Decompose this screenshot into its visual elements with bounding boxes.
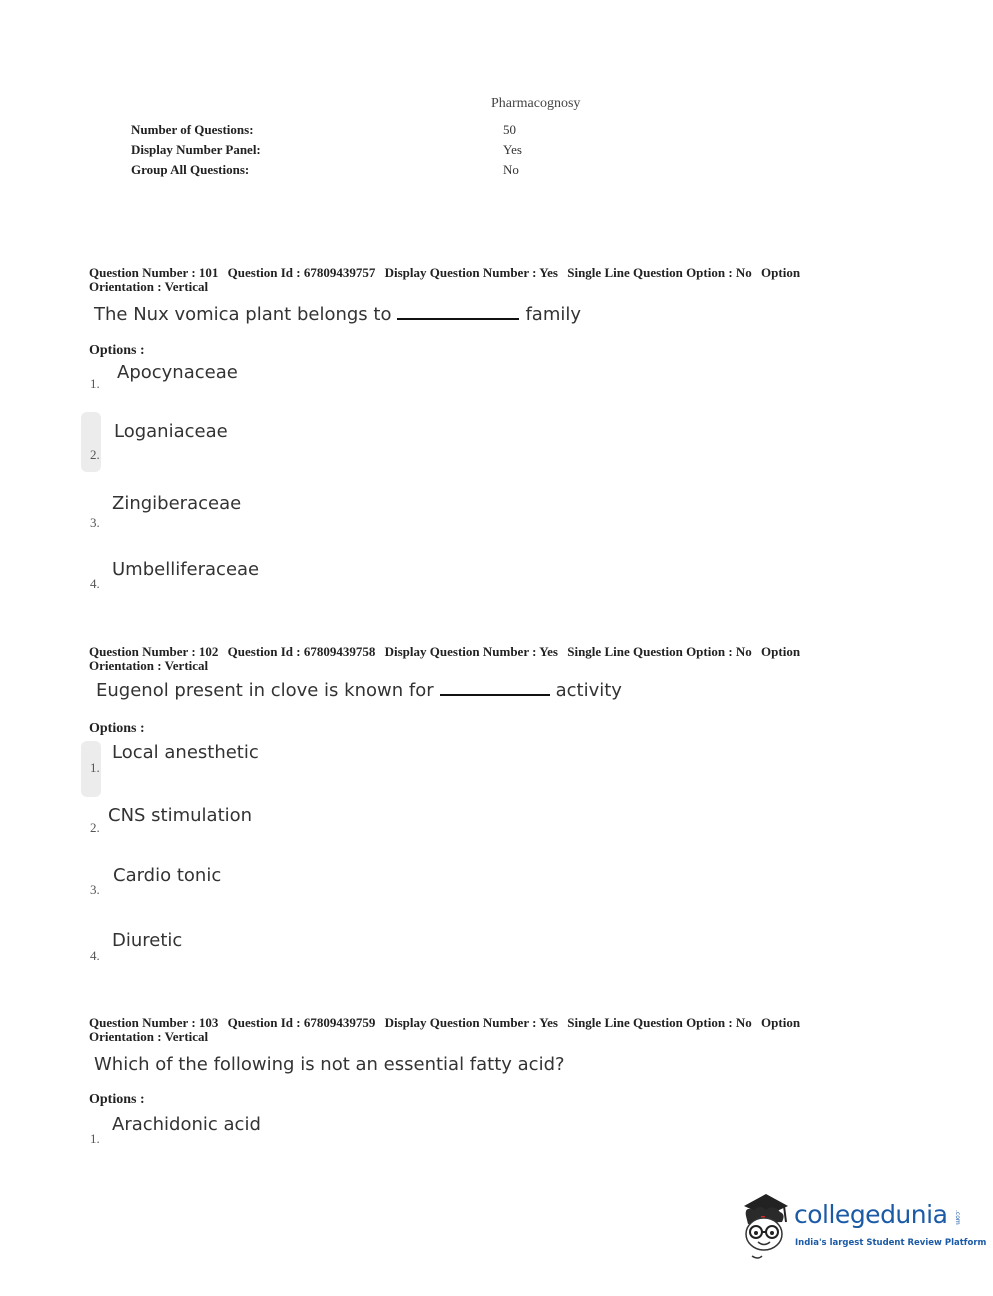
- question-text-after: family: [525, 304, 582, 325]
- question-header-line1: [89, 266, 889, 280]
- meta-label-panel: Display Number Panel:: [131, 142, 261, 157]
- option-text[interactable]: CNS stimulation: [108, 805, 253, 826]
- option-text[interactable]: Umbelliferaceae: [112, 559, 260, 580]
- section-title: Pharmacognosy: [491, 96, 581, 111]
- option-word: Option: [761, 265, 801, 280]
- display-question-number: Display Question Number : Yes: [384, 265, 558, 280]
- option-number: 1.: [90, 376, 100, 391]
- meta-value-panel: Yes: [503, 142, 522, 157]
- question-text: [94, 1054, 565, 1075]
- option-text[interactable]: Loganiaceae: [114, 421, 228, 442]
- option-word: Option: [761, 644, 801, 659]
- question-header-line1: [89, 1016, 889, 1030]
- question-text: [94, 304, 581, 325]
- single-line-option: Single Line Question Option : No: [567, 265, 752, 280]
- option-text[interactable]: Local anesthetic: [112, 742, 259, 763]
- options-label: Options :: [89, 1092, 145, 1107]
- question-text-before: The Nux vomica plant belongs to: [94, 304, 392, 325]
- question-orientation: Orientation : Vertical: [89, 1029, 209, 1044]
- question-id: Question Id : 67809439759: [227, 1015, 376, 1030]
- options-label: Options :: [89, 721, 145, 736]
- options-label: Options :: [89, 343, 145, 358]
- option-number: 2.: [90, 447, 100, 462]
- logo-tagline: India's largest Student Review Platform: [795, 1238, 987, 1248]
- single-line-option: Single Line Question Option : No: [567, 1015, 752, 1030]
- single-line-option: Single Line Question Option : No: [567, 644, 752, 659]
- option-number: 1.: [90, 1131, 100, 1146]
- question-text-before: Eugenol present in clove is known for: [96, 680, 434, 701]
- option-text[interactable]: Diuretic: [112, 930, 183, 951]
- option-text[interactable]: Zingiberaceae: [112, 493, 242, 514]
- collegedunia-logo[interactable]: [736, 1192, 987, 1262]
- answer-blank: [397, 312, 519, 320]
- option-text[interactable]: Arachidonic acid: [112, 1114, 261, 1135]
- option-text[interactable]: Apocynaceae: [117, 362, 238, 383]
- display-question-number: Display Question Number : Yes: [384, 644, 558, 659]
- meta-value-questions: 50: [503, 122, 516, 137]
- question-orientation: Orientation : Vertical: [89, 279, 209, 294]
- meta-label-questions: Number of Questions:: [131, 122, 254, 137]
- option-number: 3.: [90, 882, 100, 897]
- answer-blank: [440, 688, 550, 696]
- question-number: Question Number : 101: [89, 265, 219, 280]
- question-header-line1: [89, 645, 889, 659]
- option-number: 4.: [90, 948, 100, 963]
- question-orientation: Orientation : Vertical: [89, 658, 209, 673]
- meta-label-group: Group All Questions:: [131, 162, 250, 177]
- question-id: Question Id : 67809439757: [227, 265, 376, 280]
- option-text[interactable]: Cardio tonic: [113, 865, 222, 886]
- option-word: Option: [761, 1015, 801, 1030]
- option-number: 3.: [90, 515, 100, 530]
- question-text: [96, 680, 622, 701]
- question-text-after: activity: [555, 680, 622, 701]
- student-mascot-icon: [736, 1192, 794, 1262]
- question-header: [89, 266, 889, 294]
- display-question-number: Display Question Number : Yes: [384, 1015, 558, 1030]
- question-header: [89, 1016, 889, 1044]
- logo-domain: .com: [954, 1210, 961, 1225]
- question-number: Question Number : 103: [89, 1015, 219, 1030]
- meta-value-group: No: [503, 162, 519, 177]
- option-number: 4.: [90, 576, 100, 591]
- logo-wordmark: collegedunia: [794, 1200, 948, 1229]
- question-header: [89, 645, 889, 673]
- question-text-before: Which of the following is not an essential fatty acid?: [94, 1054, 565, 1075]
- option-highlight: [81, 412, 101, 472]
- option-number: 2.: [90, 820, 100, 835]
- option-number: 1.: [90, 760, 100, 775]
- question-number: Question Number : 102: [89, 644, 219, 659]
- question-id: Question Id : 67809439758: [227, 644, 376, 659]
